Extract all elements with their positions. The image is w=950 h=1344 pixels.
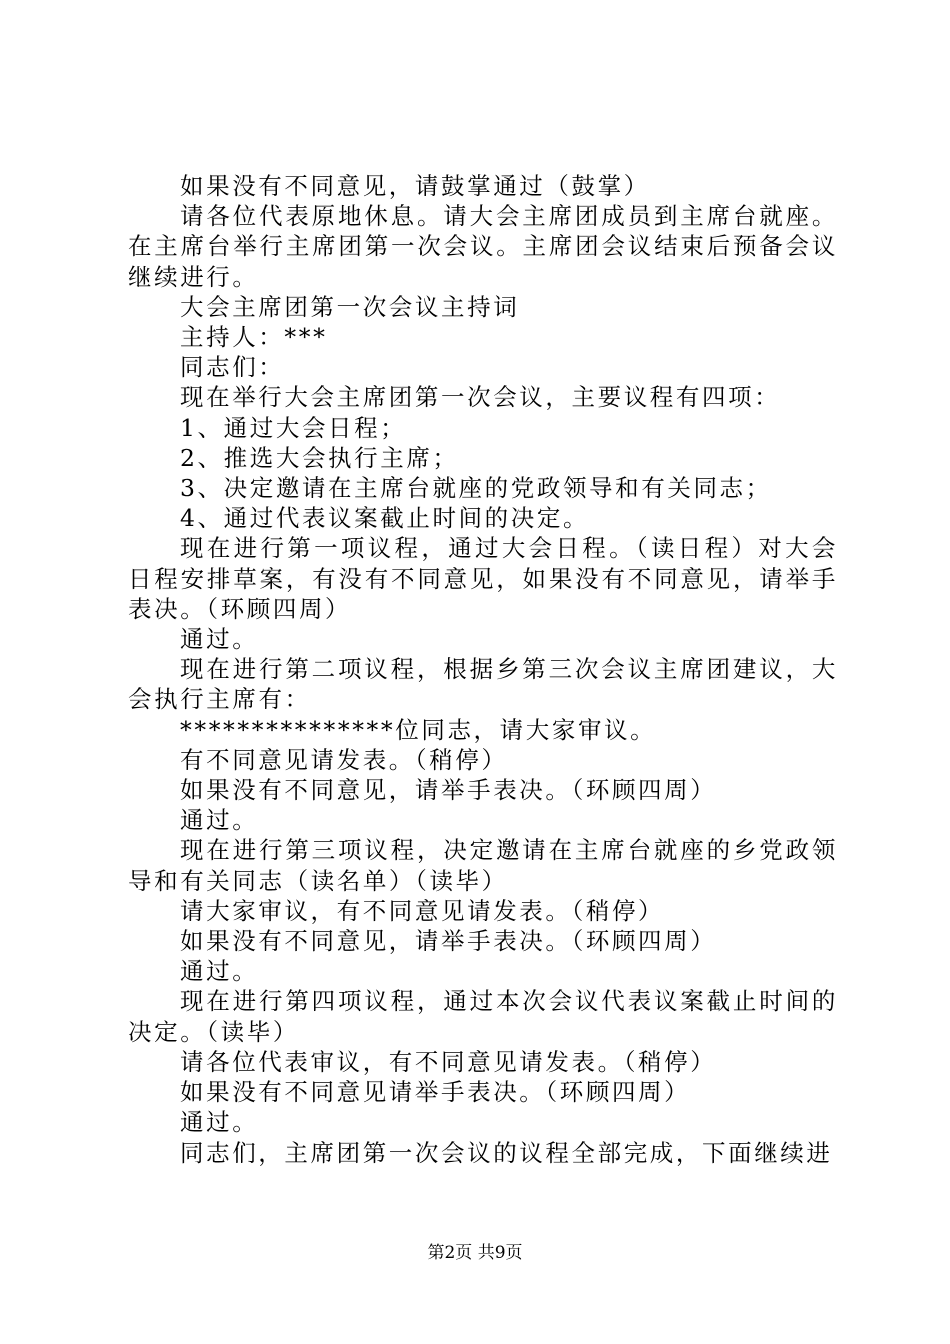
pause-line-3: 请各位代表审议，有不同意见请发表。（稍停） xyxy=(180,1047,717,1076)
agenda-item-3: 3、决定邀请在主席台就座的党政领导和有关同志； xyxy=(180,474,772,503)
agenda-intro: 现在举行大会主席团第一次会议，主要议程有四项： xyxy=(180,383,781,412)
host-line: 主持人：*** xyxy=(180,323,328,352)
paragraph-1: 如果没有不同意见，请鼓掌通过（鼓掌） xyxy=(180,172,650,200)
paragraph-item-4: 现在进行第四项议程，通过本次会议代表议案截止时间的决定。（读毕） xyxy=(128,987,838,1046)
paragraph-2: 请各位代表原地休息。请大会主席团成员到主席台就座。在主席台举行主席团第一次会议。主席团会议结束后预备会议继续进行。 xyxy=(128,202,838,291)
vote-line-2: 如果没有不同意见，请举手表决。（环顾四周） xyxy=(180,927,717,956)
approved-line-4: 通过。 xyxy=(180,1108,259,1137)
paragraph-item-2: 现在进行第二项议程，根据乡第三次会议主席团建议，大会执行主席有： xyxy=(128,655,838,714)
page-number-footer: 第2页 共9页 xyxy=(427,1243,523,1263)
document-body xyxy=(128,171,838,1168)
paragraph-item-1: 现在进行第一项议程，通过大会日程。（读日程）对大会日程安排草案，有没有不同意见，如果没有不同意见，请举手表决。（环顾四周） xyxy=(128,534,838,623)
pause-line-2: 请大家审议，有不同意见请发表。（稍停） xyxy=(180,896,665,925)
vote-line-3: 如果没有不同意见请举手表决。（环顾四周） xyxy=(180,1078,691,1107)
agenda-item-4: 4、通过代表议案截止时间的决定。 xyxy=(180,504,590,533)
closing-paragraph: 同志们，主席团第一次会议的议程全部完成，下面继续进 xyxy=(180,1138,833,1167)
vote-line-1: 如果没有不同意见，请举手表决。（环顾四周） xyxy=(180,776,717,805)
agenda-item-2: 2、推选大会执行主席； xyxy=(180,443,459,472)
paragraph-item-3: 现在进行第三项议程，决定邀请在主席台就座的乡党政领导和有关同志（读名单）（读毕） xyxy=(128,836,838,895)
approved-line-3: 通过。 xyxy=(180,957,259,986)
approved-line-1: 通过。 xyxy=(180,625,259,654)
pause-line-1: 有不同意见请发表。（稍停） xyxy=(180,745,508,774)
section-title: 大会主席团第一次会议主持词 xyxy=(180,292,520,321)
salutation: 同志们： xyxy=(180,353,285,382)
agenda-item-1: 1、通过大会日程； xyxy=(180,413,407,442)
names-line: ***************位同志，请大家审议。 xyxy=(180,715,657,744)
approved-line-2: 通过。 xyxy=(180,806,259,835)
